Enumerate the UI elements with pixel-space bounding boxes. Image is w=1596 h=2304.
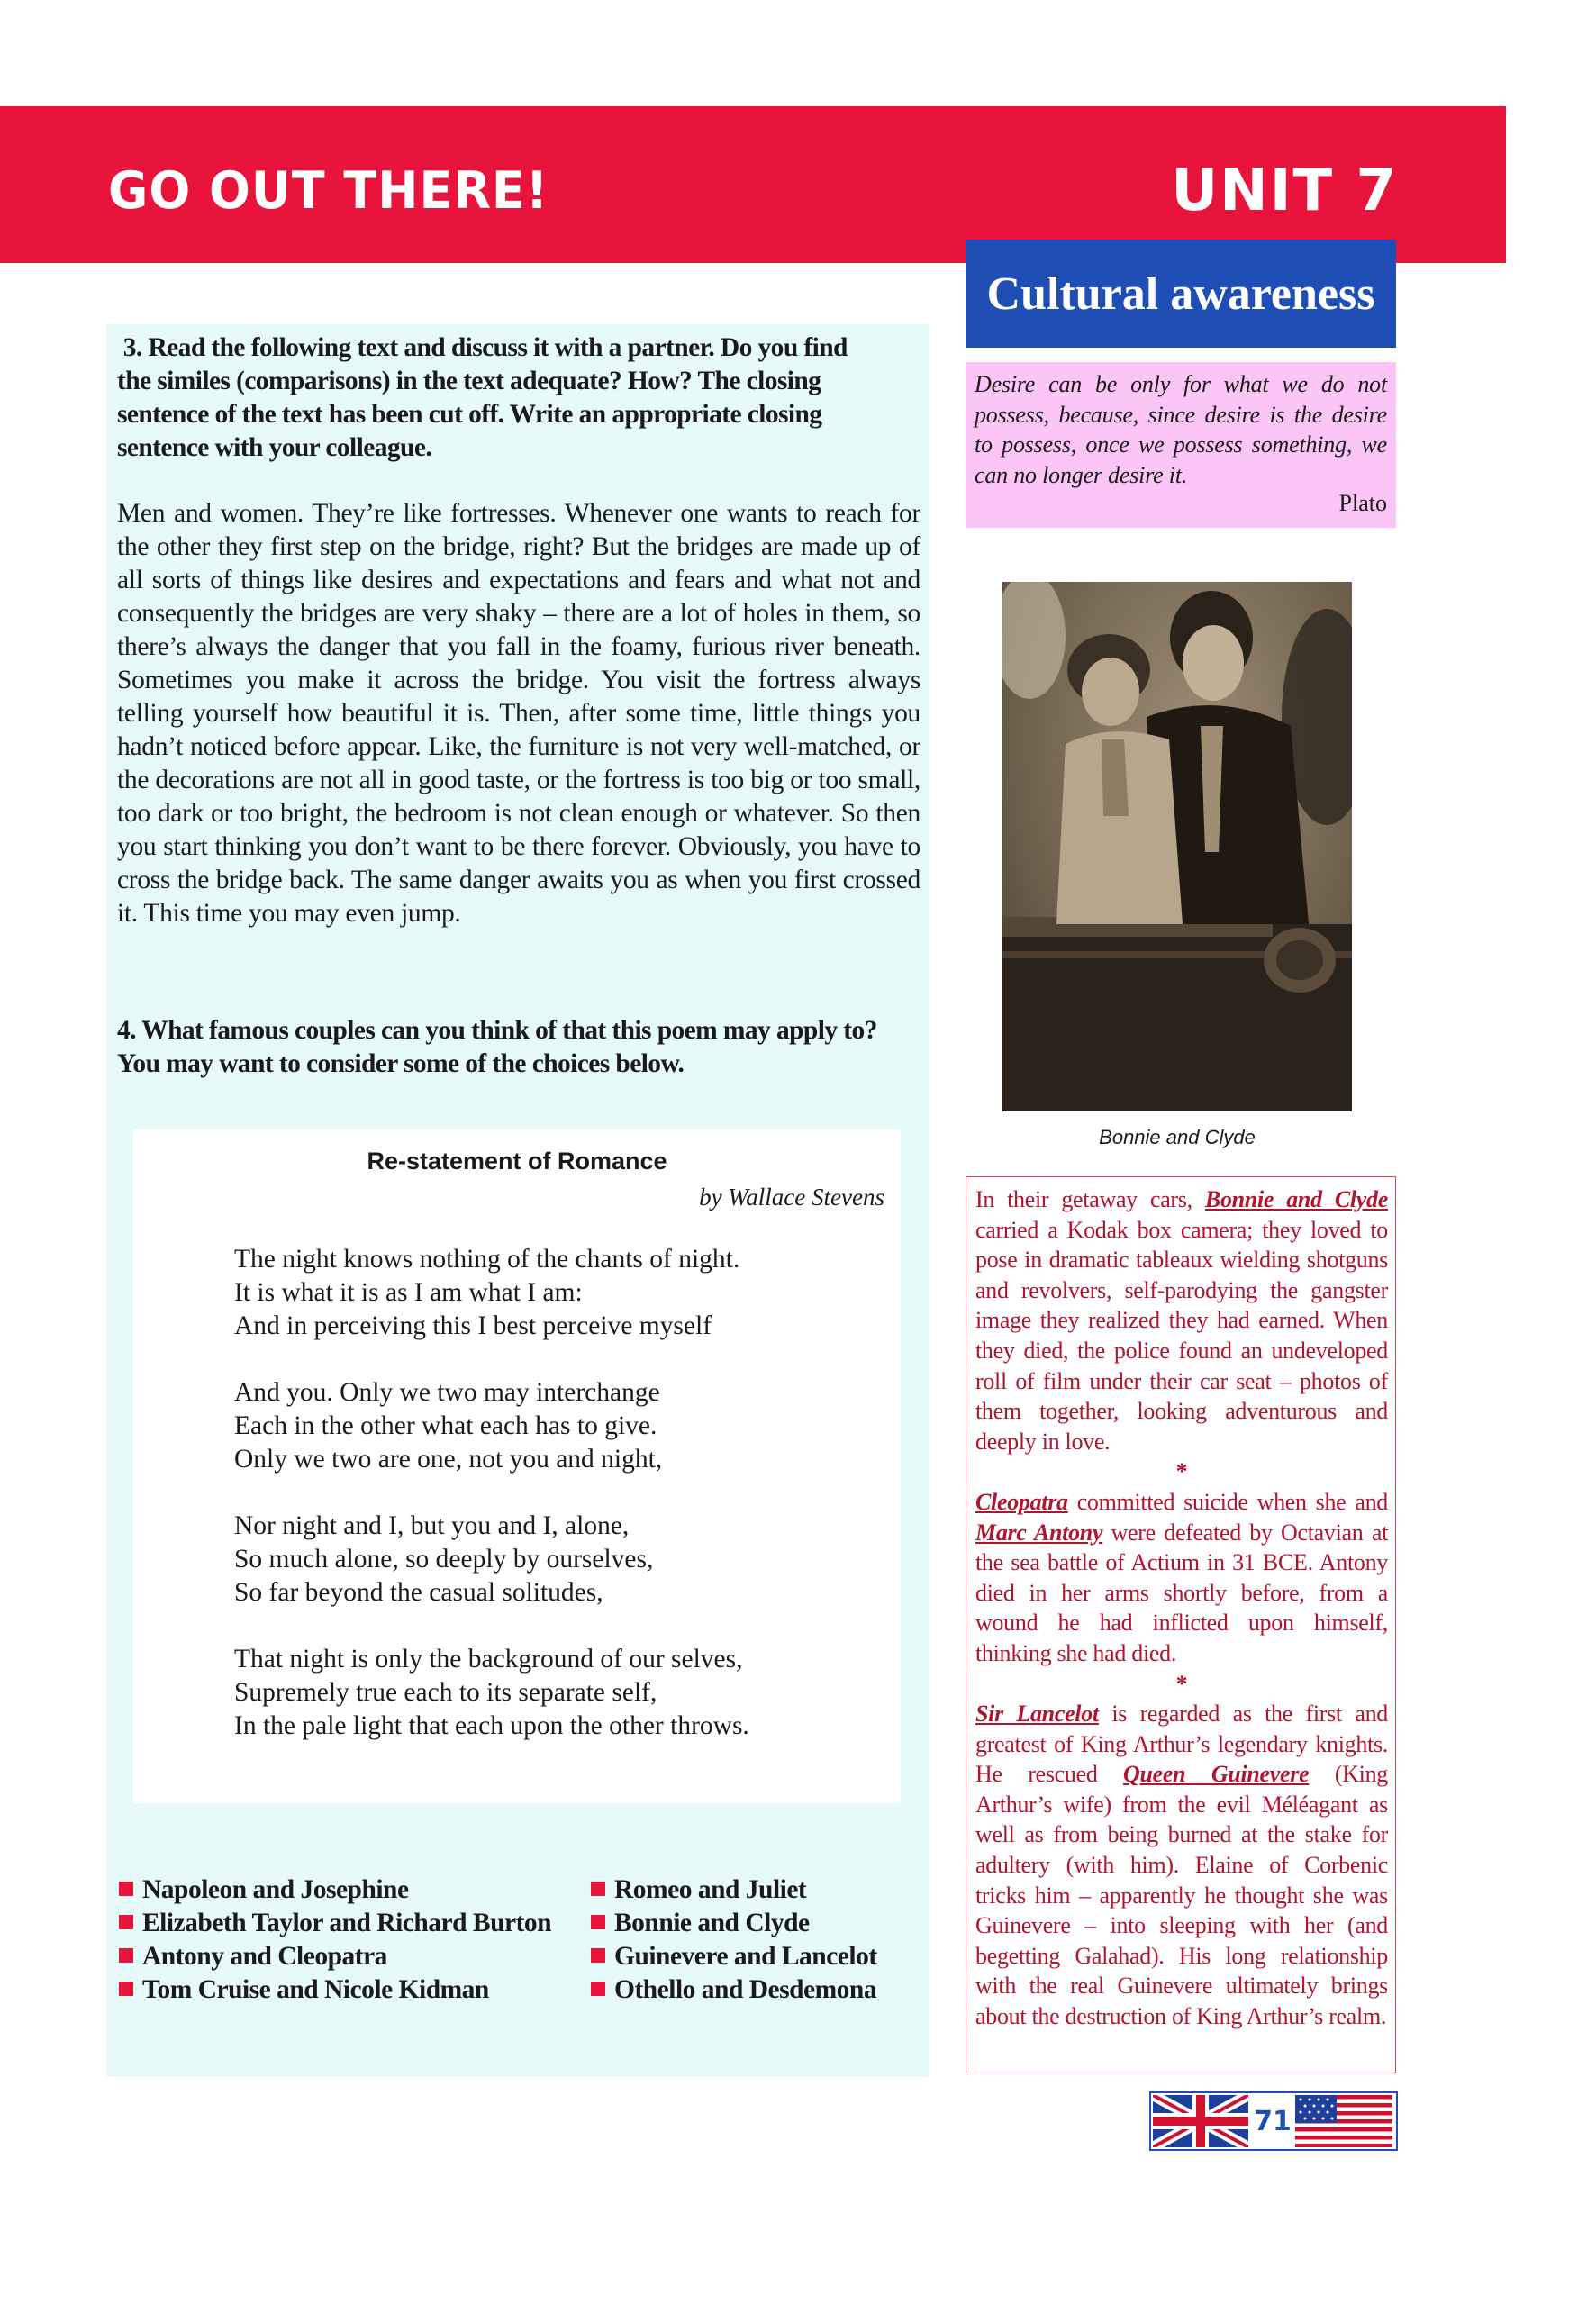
- section-title: GO OUT THERE!: [108, 160, 549, 221]
- list-item: [591, 1873, 877, 1907]
- couple-label: Elizabeth Taylor and Richard Burton: [142, 1909, 552, 1937]
- cultural-awareness-heading: Cultural awareness: [966, 240, 1396, 348]
- list-item: [119, 1907, 551, 1940]
- separator-star: *: [1175, 1670, 1188, 1697]
- poem-line: And you. Only we two may interchange: [234, 1378, 660, 1407]
- square-bullet-icon: [591, 1982, 605, 1996]
- square-bullet-icon: [591, 1915, 605, 1929]
- poem-line: Supremely true each to its separate self,: [234, 1678, 657, 1707]
- poem-box: [133, 1129, 901, 1803]
- poem-line: Only we two are one, not you and night,: [234, 1445, 663, 1474]
- couple-label: Romeo and Juliet: [614, 1875, 807, 1904]
- square-bullet-icon: [591, 1948, 605, 1963]
- quote-author: Plato: [1338, 490, 1387, 516]
- poem-line: It is what it is as I am what I am:: [234, 1278, 583, 1307]
- instruction-line: sentence of the text has been cut off. Write an appropriate closing: [117, 400, 822, 429]
- unit-label: UNIT 7: [1171, 158, 1398, 224]
- instruction-line: the similes (comparisons) in the text adequate? How? The closing: [117, 367, 821, 395]
- couple-label: Guinevere and Lancelot: [614, 1942, 877, 1971]
- list-item: [119, 1973, 551, 2007]
- couples-list-right: [591, 1873, 877, 2007]
- quote-text: Desire can be only for what we do not possess, because, since desire is the desire to possess, once we possess something, we can no longer desire it.: [975, 371, 1387, 488]
- quote-box: [966, 362, 1396, 528]
- info-text: [975, 1184, 1388, 2032]
- uk-flag-icon: [1153, 2095, 1248, 2147]
- couples-list-left: [119, 1873, 551, 2007]
- exercise-4-instruction: [117, 1014, 928, 1081]
- poem-line: That night is only the background of our selves,: [234, 1645, 743, 1674]
- poem-line: Nor night and I, but you and I, alone,: [234, 1511, 630, 1540]
- poem-title: Re-statement of Romance: [367, 1147, 667, 1175]
- couple-label: Napoleon and Josephine: [142, 1875, 409, 1904]
- poem-body: [234, 1243, 883, 1743]
- list-item: [591, 1940, 877, 1973]
- instruction-line: 4. What famous couples can you think of that this poem may apply to?: [117, 1016, 877, 1045]
- couple-label: Bonnie and Clyde: [614, 1909, 810, 1937]
- square-bullet-icon: [119, 1915, 133, 1929]
- photo-caption: Bonnie and Clyde: [1099, 1126, 1256, 1148]
- info-paragraph: Cleopatra committed suicide when she and Marc Antony were defeated by Octavian at the sea battle of Actium in 31 BCE. Antony died in her arms shortly before, from a wound he had inflicted upon himself, thinking she had died.: [975, 1488, 1388, 1666]
- us-flag-icon: [1295, 2095, 1392, 2147]
- poem-line: So much alone, so deeply by ourselves,: [234, 1545, 654, 1574]
- poem-line: So far beyond the casual solitudes,: [234, 1578, 603, 1607]
- separator-star: *: [1175, 1458, 1188, 1485]
- info-paragraph: Sir Lancelot is regarded as the first and greatest of King Arthur’s legendary knights. He rescued Queen Guinevere (King Arthur’s wife) from the evil Méléagant as well as from being burned at the stake for adultery (with him). Elaine of Corbenic tricks him – apparently he thought she was Guinevere – into sleeping with her (and begetting Galahad). His long relationship with the real Guinevere ultimately brings about the destruction of King Arthur’s realm.: [975, 1701, 1388, 2030]
- page-number: 71: [1254, 2105, 1292, 2137]
- poem-line: And in perceiving this I best perceive myself: [234, 1311, 712, 1340]
- exercise-3-instruction: [117, 331, 928, 465]
- poem-line: Each in the other what each has to give.: [234, 1411, 657, 1440]
- couple-label: Antony and Cleopatra: [142, 1942, 387, 1971]
- reading-passage: Men and women. They’re like fortresses. Whenever one wants to reach for the other they first step on the bridge, right? But the bridges are made up of all sorts of things like desires and expectations and fears and what not and consequently the bridges are very shaky – there are a lot of holes in them, so there’s always the danger that you fall in the foamy, furious river beneath. Sometimes you make it across the bridge. You visit the fortress always telling yourself how beautiful it is. Then, after some time, little things you hadn’t noticed before appear. Like, the furniture is not very well-matched, or the decorations are not all in good taste, or the fortress is too big or too small, too dark or too bright, the bedroom is not clean enough or whatever. So then you start thinking you don’t want to be there forever. Obviously, you have to cross the bridge back. The same danger awaits you as when you first crossed it. This time you may even jump.: [117, 499, 920, 928]
- couple-label: Othello and Desdemona: [614, 1975, 877, 2004]
- info-paragraph: In their getaway cars, Bonnie and Clyde carried a Kodak box camera; they loved to pose in dramatic tableaux wielding shotguns and revolvers, self-parodying the gangster image they realized they had earned. When they died, the police found an undeveloped roll of film under their car seat – photos of them together, looking adventurous and deeply in love.: [975, 1186, 1388, 1455]
- square-bullet-icon: [591, 1882, 605, 1896]
- couple-label: Tom Cruise and Nicole Kidman: [142, 1975, 489, 2004]
- list-item: [119, 1940, 551, 1973]
- page-footer: [1149, 2091, 1398, 2151]
- bonnie-and-clyde-photo: [1002, 582, 1352, 1111]
- instruction-line: sentence with your colleague.: [117, 433, 432, 462]
- list-item: [119, 1873, 551, 1907]
- square-bullet-icon: [119, 1948, 133, 1963]
- info-box: [966, 1176, 1396, 2073]
- poem-line: The night knows nothing of the chants of night.: [234, 1245, 740, 1274]
- instruction-line: You may want to consider some of the choices below.: [117, 1049, 685, 1078]
- list-item: [591, 1907, 877, 1940]
- poem-line: In the pale light that each upon the other throws.: [234, 1711, 749, 1740]
- list-item: [591, 1973, 877, 2007]
- poem-author: by Wallace Stevens: [699, 1184, 884, 1211]
- square-bullet-icon: [119, 1982, 133, 1996]
- square-bullet-icon: [119, 1882, 133, 1896]
- instruction-line: 3. Read the following text and discuss it with a partner. Do you find: [117, 333, 848, 362]
